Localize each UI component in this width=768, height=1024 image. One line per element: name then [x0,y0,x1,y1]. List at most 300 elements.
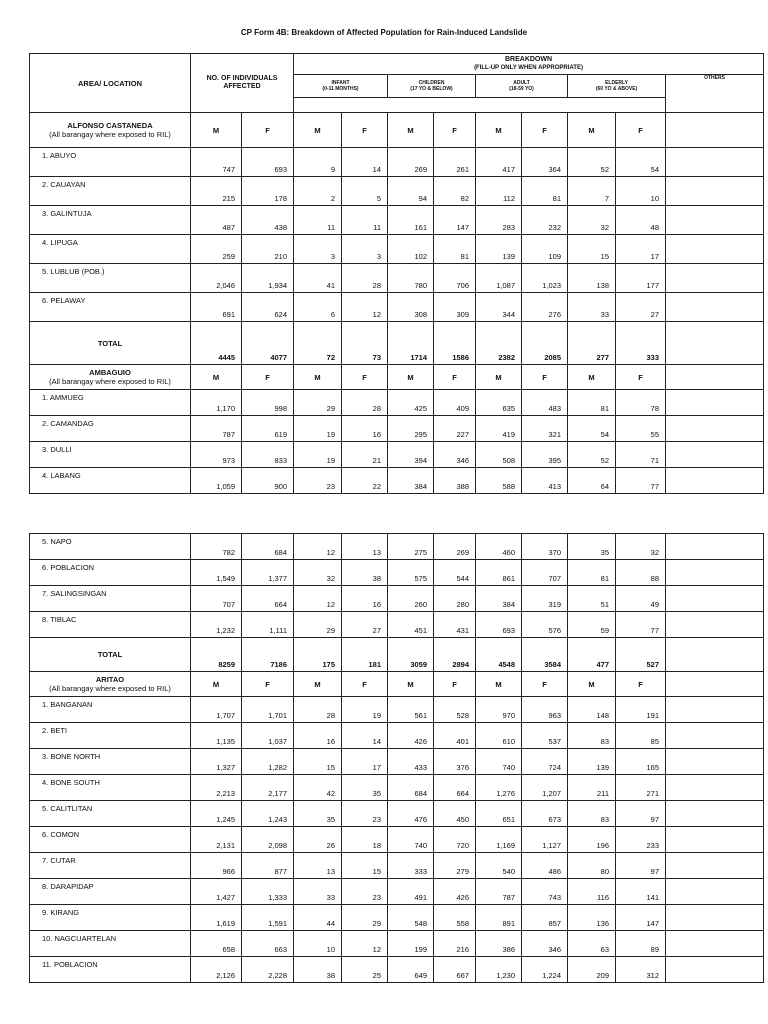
adult-label: ADULT [513,80,530,86]
value-cell: 54 [568,416,616,442]
table-row [30,957,764,983]
value-cell: 973 [191,442,242,468]
value-cell: 19 [294,416,342,442]
total-row-alfonso [30,322,764,365]
value-cell: 88 [616,560,666,586]
municipality-name: AMBAGUIO [89,368,131,377]
barangay-name: 4. LABANG [30,468,191,494]
value-cell: 14 [342,723,388,749]
value-cell: 16 [294,723,342,749]
barangay-name: 2. BETI [30,723,191,749]
value-cell: 1,232 [191,612,242,638]
others-cell [666,801,764,827]
value-cell: 64 [568,468,616,494]
value-cell: 419 [476,416,522,442]
value-cell: 395 [522,442,568,468]
mf-cell: M [476,672,522,697]
infant-label: INFANT [331,80,350,86]
value-cell: 426 [434,879,476,905]
value-cell: 199 [388,931,434,957]
value-cell: 196 [568,827,616,853]
value-cell: 14 [342,148,388,177]
value-cell: 89 [616,931,666,957]
others-cell [666,390,764,416]
table-row [30,749,764,775]
value-cell: 38 [294,957,342,983]
value-cell: 409 [434,390,476,416]
section-header-ambaguio [30,365,764,390]
value-cell: 1,245 [191,801,242,827]
value-cell: 1,619 [191,905,242,931]
value-cell: 707 [191,586,242,612]
value-cell: 44 [294,905,342,931]
value-cell: 413 [522,468,568,494]
value-cell: 27 [342,612,388,638]
value-cell: 588 [476,468,522,494]
value-cell: 2,177 [242,775,294,801]
total-cell: 333 [616,322,666,365]
table-row [30,879,764,905]
value-cell: 77 [616,612,666,638]
others-cell [666,827,764,853]
elderly-header [568,75,666,98]
value-cell: 15 [568,235,616,264]
mf-cell: M [476,113,522,148]
value-cell: 610 [476,723,522,749]
barangay-name: 3. DULLI [30,442,191,468]
mf-cell: M [191,365,242,390]
barangay-name: 8. DARAPIDAP [30,879,191,905]
barangay-name: 6. POBLACION [30,560,191,586]
value-cell: 693 [242,148,294,177]
mf-cell: M [388,672,434,697]
value-cell: 83 [568,723,616,749]
value-cell: 1,127 [522,827,568,853]
value-cell: 49 [616,586,666,612]
mf-cell: F [616,672,666,697]
elderly-range: (60 YO & ABOVE) [595,86,638,92]
total-cell: 2382 [476,322,522,365]
value-cell: 861 [476,560,522,586]
barangay-name: 5. NAPO [30,534,191,560]
value-cell: 1,327 [191,749,242,775]
value-cell: 81 [522,177,568,206]
section-header-aritao [30,672,764,697]
value-cell: 780 [388,264,434,293]
value-cell: 141 [616,879,666,905]
total-cell: 3584 [522,638,568,672]
value-cell: 26 [294,827,342,853]
value-cell: 970 [476,697,522,723]
value-cell: 16 [342,416,388,442]
value-cell: 116 [568,879,616,905]
value-cell: 63 [568,931,616,957]
value-cell: 724 [522,749,568,775]
others-cell [666,113,764,148]
value-cell: 651 [476,801,522,827]
total-cell: 181 [342,638,388,672]
municipality-cell [30,113,191,148]
mf-cell: F [522,113,568,148]
barangay-name: 2. CAMANDAG [30,416,191,442]
table-row [30,235,764,264]
value-cell: 1,276 [476,775,522,801]
value-cell: 29 [294,390,342,416]
value-cell: 431 [434,612,476,638]
value-cell: 528 [434,697,476,723]
value-cell: 78 [616,390,666,416]
mf-cell: M [568,113,616,148]
value-cell: 9 [294,148,342,177]
value-cell: 782 [191,534,242,560]
value-cell: 275 [388,534,434,560]
value-cell: 1,934 [242,264,294,293]
value-cell: 138 [568,264,616,293]
value-cell: 401 [434,723,476,749]
value-cell: 77 [616,468,666,494]
value-cell: 561 [388,697,434,723]
total-cell: 4077 [242,322,294,365]
value-cell: 13 [342,534,388,560]
barangay-name: 11. POBLACION [30,957,191,983]
value-cell: 649 [388,957,434,983]
value-cell: 1,427 [191,879,242,905]
table-row [30,723,764,749]
value-cell: 2,126 [191,957,242,983]
table-row [30,827,764,853]
table-row [30,206,764,235]
value-cell: 743 [522,879,568,905]
others-cell [666,322,764,365]
barangay-name: 4. LIPUGA [30,235,191,264]
value-cell: 386 [476,931,522,957]
others-cell [666,749,764,775]
value-cell: 1,037 [242,723,294,749]
table-row [30,560,764,586]
total-cell: 277 [568,322,616,365]
value-cell: 27 [616,293,666,322]
value-cell: 22 [342,468,388,494]
value-cell: 1,224 [522,957,568,983]
value-cell: 283 [476,206,522,235]
value-cell: 83 [568,801,616,827]
value-cell: 11 [342,206,388,235]
value-cell: 2,131 [191,827,242,853]
value-cell: 558 [434,905,476,931]
value-cell: 376 [434,749,476,775]
breakdown-title: BREAKDOWN [504,56,553,63]
others-cell [666,638,764,672]
others-cell [666,365,764,390]
value-cell: 17 [616,235,666,264]
others-cell [666,853,764,879]
value-cell: 80 [568,853,616,879]
value-cell: 426 [388,723,434,749]
value-cell: 664 [242,586,294,612]
mf-cell: F [342,672,388,697]
value-cell: 664 [434,775,476,801]
value-cell: 483 [522,390,568,416]
value-cell: 1,169 [476,827,522,853]
value-cell: 1,111 [242,612,294,638]
value-cell: 433 [388,749,434,775]
value-cell: 321 [522,416,568,442]
value-cell: 544 [434,560,476,586]
barangay-name: 6. COMON [30,827,191,853]
total-cell: 1586 [434,322,476,365]
value-cell: 85 [616,723,666,749]
table-row [30,931,764,957]
barangay-name: 9. KIRANG [30,905,191,931]
value-cell: 147 [616,905,666,931]
value-cell: 576 [522,612,568,638]
value-cell: 29 [342,905,388,931]
others-cell [666,560,764,586]
exposed-note: (All barangay where exposed to RIL) [49,130,171,139]
value-cell: 963 [522,697,568,723]
value-cell: 720 [434,827,476,853]
value-cell: 3 [294,235,342,264]
value-cell: 460 [476,534,522,560]
value-cell: 388 [434,468,476,494]
value-cell: 261 [434,148,476,177]
value-cell: 165 [616,749,666,775]
value-cell: 1,207 [522,775,568,801]
value-cell: 32 [294,560,342,586]
landslide-table-page1 [29,53,764,494]
mf-cell: F [522,365,568,390]
municipality-name: ARITAO [95,675,125,684]
value-cell: 102 [388,235,434,264]
value-cell: 23 [342,801,388,827]
value-cell: 476 [388,801,434,827]
value-cell: 13 [294,853,342,879]
breakdown-header [294,54,764,75]
value-cell: 97 [616,801,666,827]
value-cell: 417 [476,148,522,177]
barangay-name: 2. CAUAYAN [30,177,191,206]
mf-cell: M [388,365,434,390]
value-cell: 384 [388,468,434,494]
value-cell: 663 [242,931,294,957]
value-cell: 787 [476,879,522,905]
barangay-name: 5. CALITLITAN [30,801,191,827]
value-cell: 319 [522,586,568,612]
value-cell: 624 [242,293,294,322]
value-cell: 966 [191,853,242,879]
others-cell [666,206,764,235]
others-cell [666,293,764,322]
value-cell: 41 [294,264,342,293]
value-cell: 486 [522,853,568,879]
value-cell: 52 [568,148,616,177]
value-cell: 891 [476,905,522,931]
value-cell: 1,243 [242,801,294,827]
barangay-name: 6. PELAWAY [30,293,191,322]
value-cell: 1,377 [242,560,294,586]
value-cell: 51 [568,586,616,612]
barangay-name: 10. NAGCUARTELAN [30,931,191,957]
adult-range: (18-59 YO) [509,86,534,92]
table-row [30,534,764,560]
table-row [30,148,764,177]
value-cell: 216 [434,931,476,957]
mf-cell: F [616,113,666,148]
value-cell: 23 [294,468,342,494]
total-cell: 477 [568,638,616,672]
elderly-label: ELDERLY [605,80,628,86]
value-cell: 740 [388,827,434,853]
value-cell: 346 [522,931,568,957]
value-cell: 425 [388,390,434,416]
value-cell: 94 [388,177,434,206]
value-cell: 233 [616,827,666,853]
value-cell: 29 [294,612,342,638]
table-row [30,586,764,612]
value-cell: 35 [342,775,388,801]
total-row-ambaguio [30,638,764,672]
value-cell: 1,333 [242,879,294,905]
value-cell: 42 [294,775,342,801]
exposed-note: (All barangay where exposed to RIL) [49,684,171,693]
value-cell: 12 [342,293,388,322]
table-row [30,416,764,442]
value-cell: 139 [476,235,522,264]
mf-cell: F [242,113,294,148]
section-header-alfonso [30,113,764,148]
value-cell: 540 [476,853,522,879]
value-cell: 312 [616,957,666,983]
total-label: TOTAL [30,638,191,672]
mf-cell: F [434,365,476,390]
value-cell: 438 [242,206,294,235]
value-cell: 7 [568,177,616,206]
exposed-note: (All barangay where exposed to RIL) [49,377,171,386]
value-cell: 280 [434,586,476,612]
value-cell: 295 [388,416,434,442]
value-cell: 1,230 [476,957,522,983]
area-header: AREA/ LOCATION [30,54,191,113]
value-cell: 259 [191,235,242,264]
value-cell: 12 [342,931,388,957]
mf-cell: M [191,672,242,697]
others-cell [666,957,764,983]
table-row [30,442,764,468]
value-cell: 15 [294,749,342,775]
others-cell [666,672,764,697]
value-cell: 384 [476,586,522,612]
mf-cell: F [522,672,568,697]
value-cell: 1,170 [191,390,242,416]
others-cell [666,442,764,468]
others-cell [666,931,764,957]
infant-header [294,75,388,98]
others-cell [666,416,764,442]
total-cell: 7186 [242,638,294,672]
value-cell: 548 [388,905,434,931]
mf-cell: M [294,113,342,148]
table-row [30,801,764,827]
children-range: (17 YO & BELOW) [410,86,453,92]
value-cell: 276 [522,293,568,322]
value-cell: 309 [434,293,476,322]
value-cell: 81 [568,560,616,586]
mf-cell: F [434,113,476,148]
value-cell: 12 [294,534,342,560]
value-cell: 82 [434,177,476,206]
value-cell: 81 [568,390,616,416]
others-cell [666,586,764,612]
total-cell: 8259 [191,638,242,672]
value-cell: 148 [568,697,616,723]
others-cell [666,534,764,560]
value-cell: 25 [342,957,388,983]
value-cell: 619 [242,416,294,442]
value-cell: 147 [434,206,476,235]
value-cell: 667 [434,957,476,983]
value-cell: 333 [388,853,434,879]
total-cell: 3059 [388,638,434,672]
value-cell: 1,701 [242,697,294,723]
value-cell: 2 [294,177,342,206]
value-cell: 59 [568,612,616,638]
mf-cell: M [294,365,342,390]
adult-header [476,75,568,98]
value-cell: 12 [294,586,342,612]
value-cell: 17 [342,749,388,775]
value-cell: 684 [388,775,434,801]
value-cell: 139 [568,749,616,775]
value-cell: 1,059 [191,468,242,494]
value-cell: 635 [476,390,522,416]
value-cell: 877 [242,853,294,879]
value-cell: 191 [616,697,666,723]
mf-cell: M [191,113,242,148]
value-cell: 3 [342,235,388,264]
total-cell: 4445 [191,322,242,365]
value-cell: 491 [388,879,434,905]
value-cell: 271 [616,775,666,801]
children-header [388,75,476,98]
table-row [30,612,764,638]
value-cell: 178 [242,177,294,206]
mf-cell: F [434,672,476,697]
table-row [30,293,764,322]
value-cell: 210 [242,235,294,264]
total-cell: 175 [294,638,342,672]
value-cell: 54 [616,148,666,177]
others-cell [666,612,764,638]
value-cell: 28 [342,264,388,293]
value-cell: 35 [294,801,342,827]
table-row [30,697,764,723]
value-cell: 2,098 [242,827,294,853]
landslide-table-page2 [29,533,764,983]
others-cell [666,723,764,749]
value-cell: 28 [294,697,342,723]
value-cell: 32 [568,206,616,235]
value-cell: 575 [388,560,434,586]
table-row [30,775,764,801]
value-cell: 19 [342,697,388,723]
value-cell: 833 [242,442,294,468]
barangay-name: 1. BANGANAN [30,697,191,723]
municipality-cell [30,672,191,697]
value-cell: 136 [568,905,616,931]
value-cell: 684 [242,534,294,560]
value-cell: 23 [342,879,388,905]
total-cell: 2085 [522,322,568,365]
